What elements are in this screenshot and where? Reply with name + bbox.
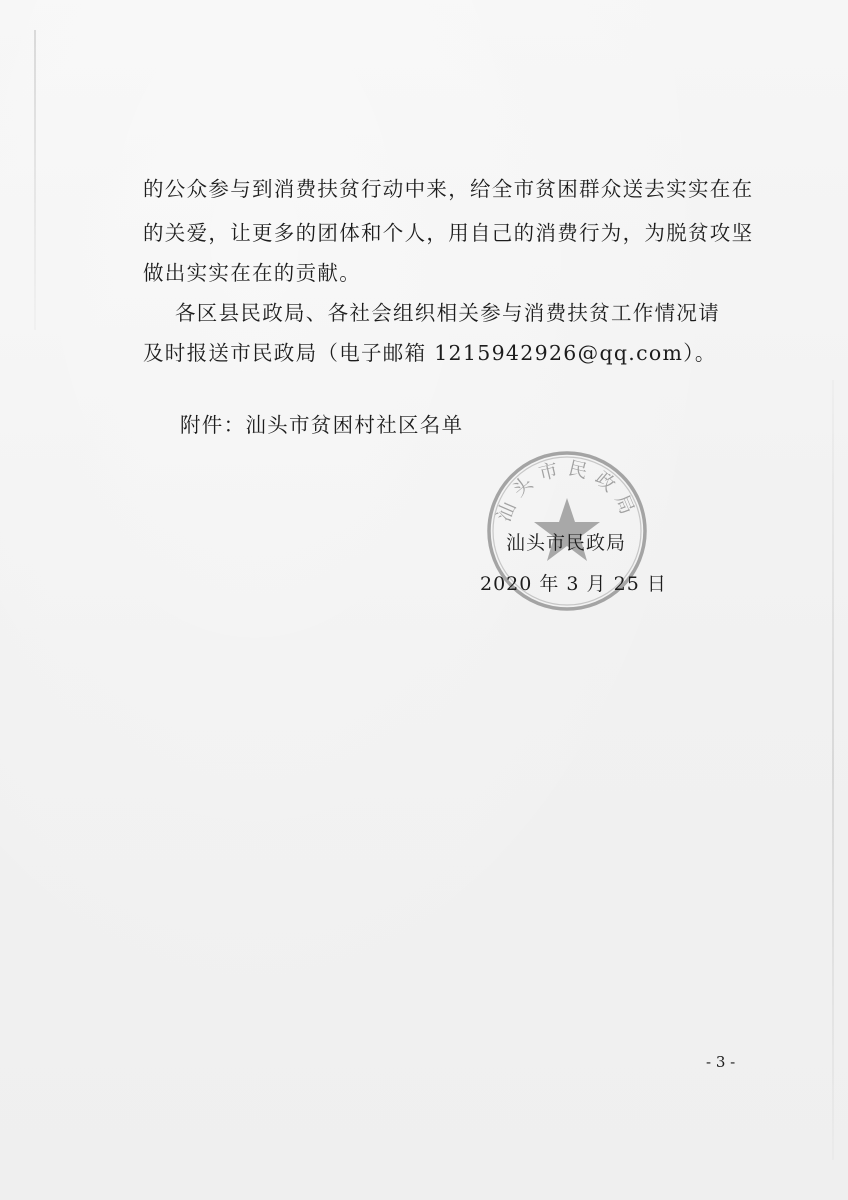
page-number: - 3 - (706, 1053, 736, 1071)
signature-organization: 汕头市民政局 (506, 532, 627, 554)
paragraph1-line2: 的关爱，让更多的团体和个人，用自己的消费行为，为脱贫攻坚 (143, 221, 754, 245)
signature-date: 2020 年 3 月 25 日 (480, 573, 667, 595)
paragraph2-line2: 及时报送市民政局（电子邮箱 1215942926@qq.com）。 (143, 341, 717, 365)
svg-text:汕头市民政局: 汕头市民政局 (492, 457, 642, 525)
paragraph1-line1: 的公众参与到消费扶贫行动中来，给全市贫困群众送去实实在在 (143, 177, 754, 201)
paragraph2-line1: 各区县民政局、各社会组织相关参与消费扶贫工作情况请 (175, 301, 720, 325)
attachment-line: 附件：汕头市贫困村社区名单 (180, 413, 464, 437)
scan-edge-shadow-right (832, 380, 834, 1160)
scan-edge-shadow-left (34, 30, 36, 330)
paragraph1-line3: 做出实实在在的贡献。 (143, 261, 361, 285)
